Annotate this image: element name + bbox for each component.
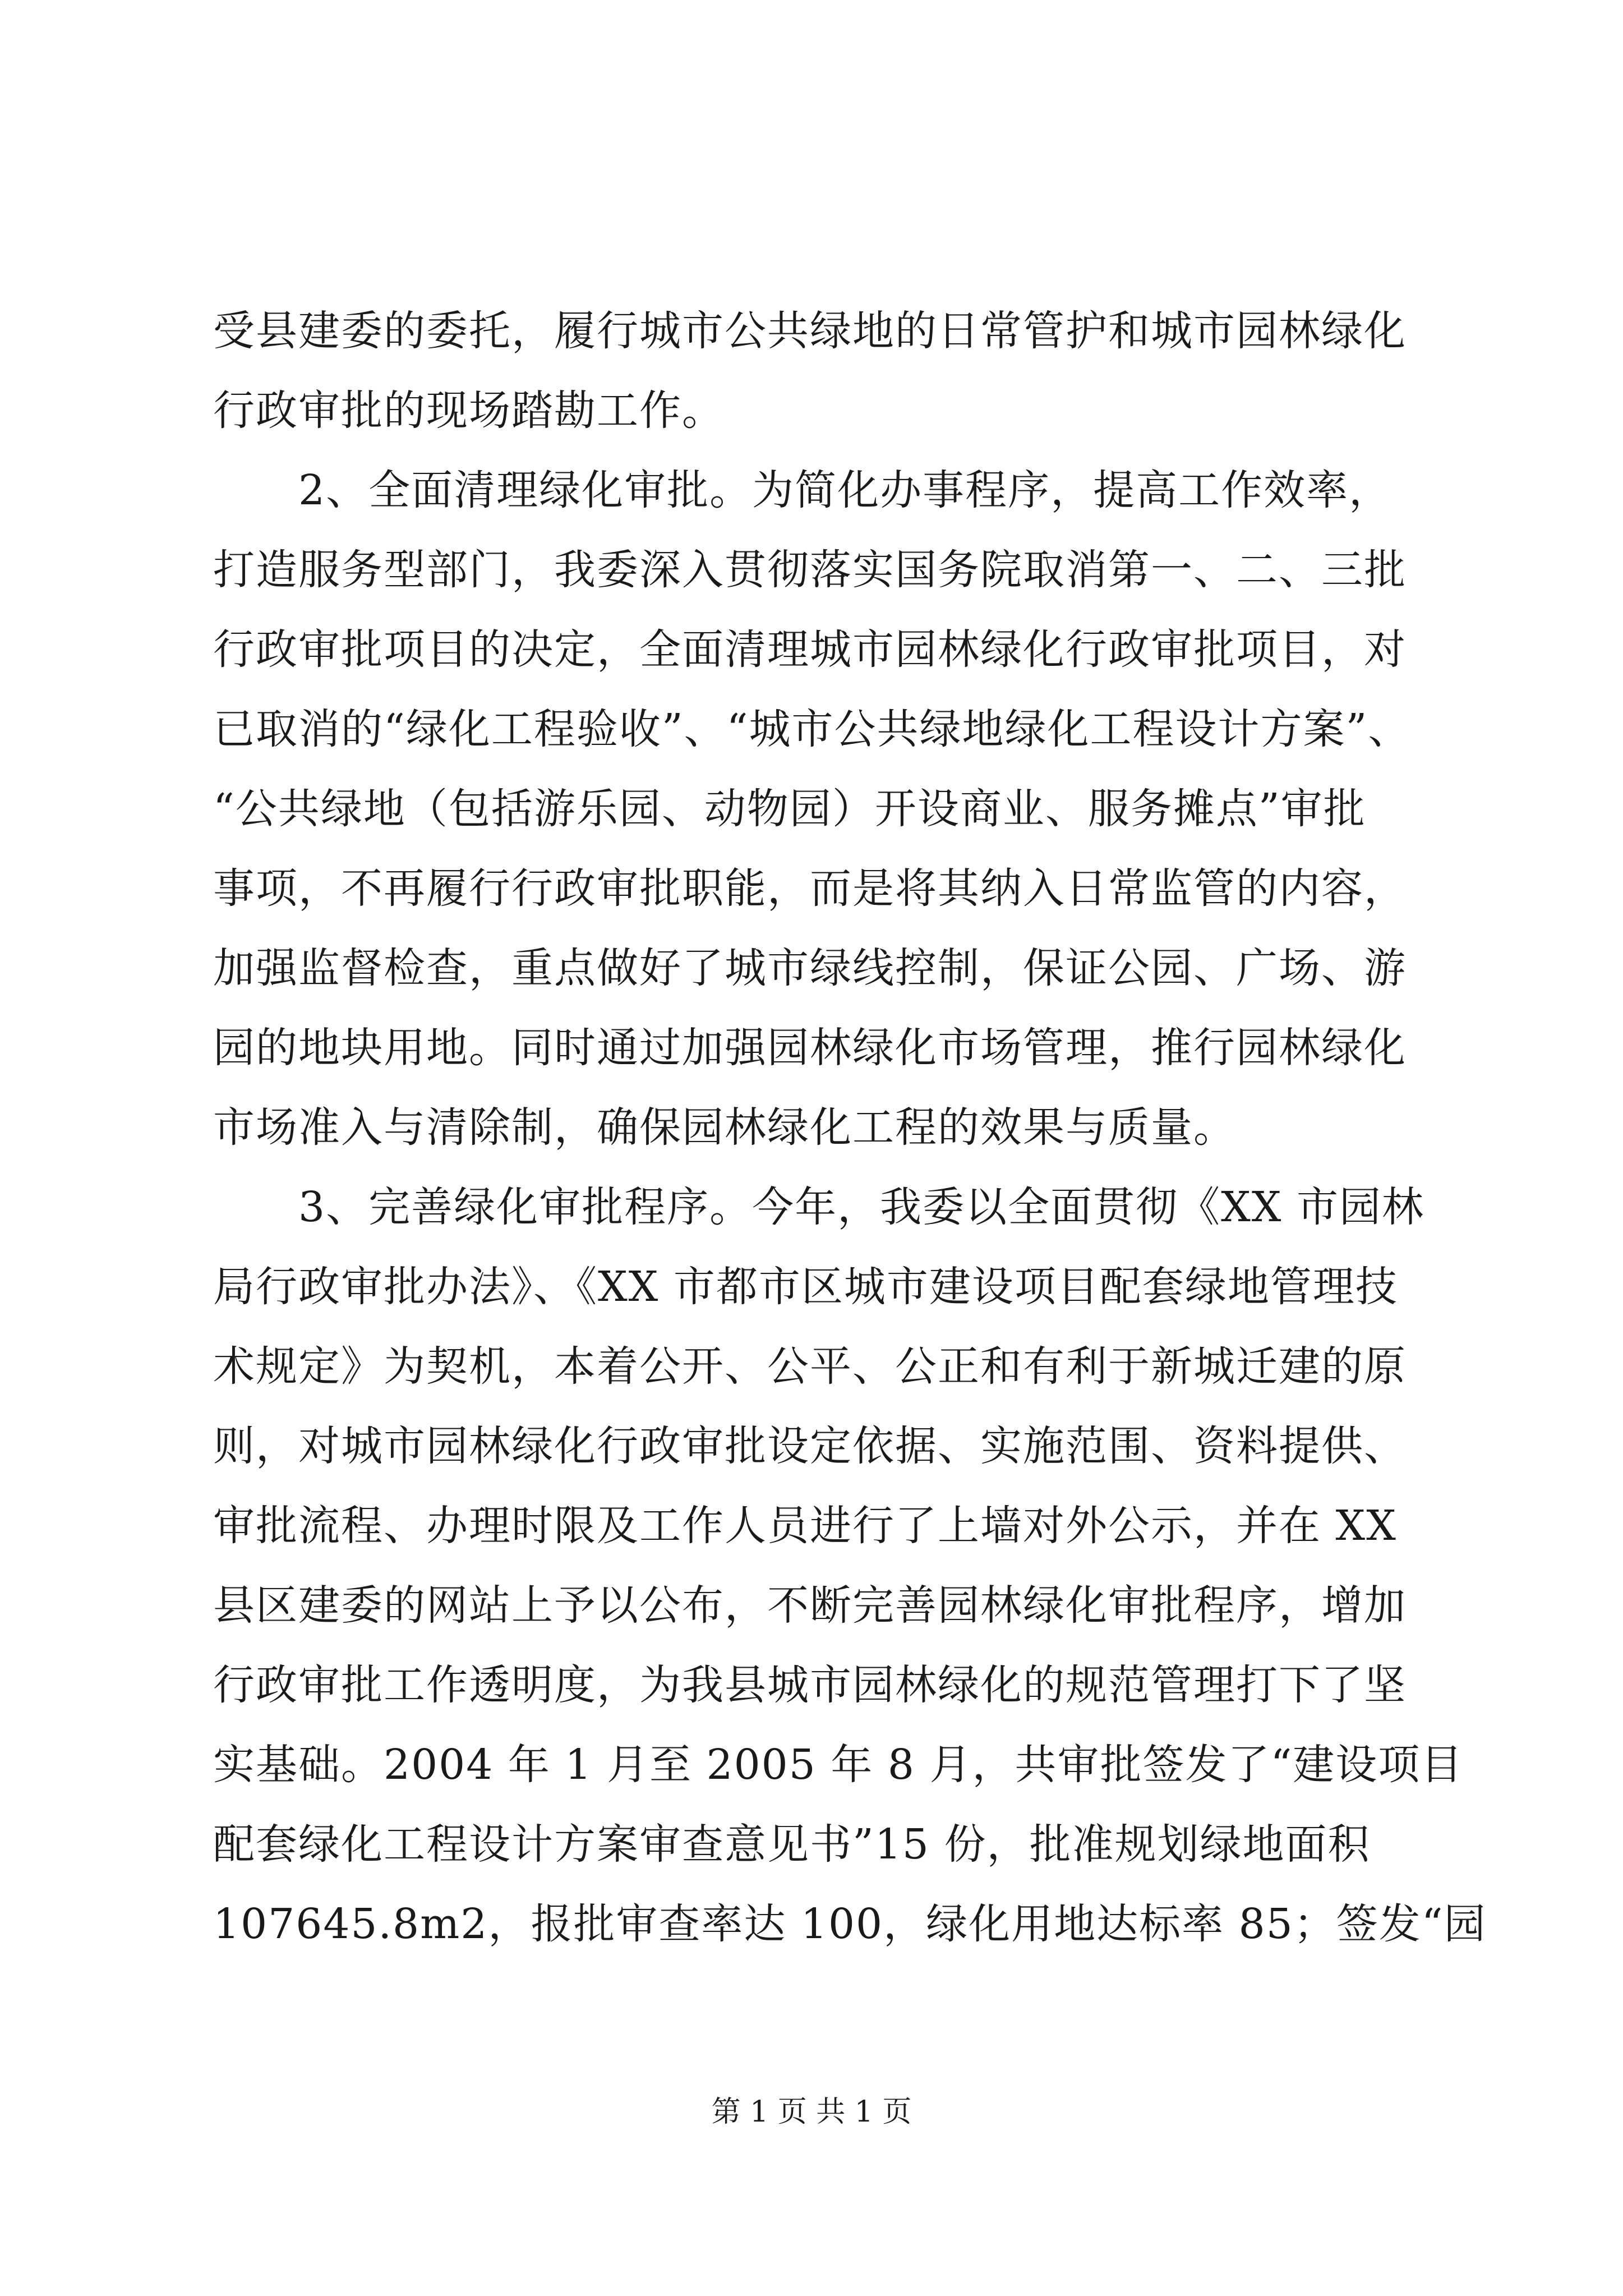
text-line: 行政审批工作透明度，为我县城市园林绿化的规范管理打下了坚 bbox=[213, 1661, 1407, 1709]
text-line: 术规定》为契机，本着公开、公平、公正和有利于新城迁建的原 bbox=[213, 1342, 1407, 1391]
text-line: 市场准入与清除制，确保园林绿化工程的效果与质量。 bbox=[213, 1103, 1236, 1152]
text-line: “公共绿地（包括游乐园、动物园）开设商业、服务摊点”审批 bbox=[213, 785, 1366, 833]
text-line: 配套绿化工程设计方案审查意见书”15 份，批准规划绿地面积 bbox=[213, 1820, 1371, 1869]
text-line: 局行政审批办法》、《XX 市都市区城市建设项目配套绿地管理技 bbox=[213, 1263, 1398, 1311]
text-line: 107645.8m2，报批审查率达 100，绿化用地达标率 85；签发“园 bbox=[213, 1900, 1487, 1948]
text-line: 审批流程、办理时限及工作人员进行了上墙对外公示，并在 XX bbox=[213, 1502, 1397, 1550]
text-line: 事项，不再履行行政审批职能，而是将其纳入日常监管的内容， bbox=[213, 864, 1407, 913]
text-line: 已取消的“绿化工程验收”、“城市公共绿地绿化工程设计方案”、 bbox=[213, 705, 1411, 753]
text-line: 县区建委的网站上予以公布，不断完善园林绿化审批程序，增加 bbox=[213, 1581, 1407, 1630]
text-line: 受县建委的委托，履行城市公共绿地的日常管护和城市园林绿化 bbox=[213, 307, 1407, 355]
text-line: 3、完善绿化审批程序。今年，我委以全面贯彻《XX 市园林 bbox=[213, 1183, 1424, 1231]
text-line: 行政审批的现场踏勘工作。 bbox=[213, 386, 725, 435]
text-line: 实基础。2004 年 1 月至 2005 年 8 月，共审批签发了“建设项目 bbox=[213, 1741, 1464, 1789]
text-line: 加强监督检查，重点做好了城市绿线控制，保证公园、广场、游 bbox=[213, 944, 1407, 992]
text-line: 行政审批项目的决定，全面清理城市园林绿化行政审批项目，对 bbox=[213, 625, 1407, 674]
text-line: 打造服务型部门，我委深入贯彻落实国务院取消第一、二、三批 bbox=[213, 546, 1407, 594]
text-line: 2、全面清理绿化审批。为简化办事程序，提高工作效率， bbox=[213, 466, 1392, 514]
page-number-footer: 第 1 页 共 1 页 bbox=[711, 2095, 912, 2129]
text-line: 则，对城市园林绿化行政审批设定依据、实施范围、资料提供、 bbox=[213, 1422, 1407, 1470]
text-line: 园的地块用地。同时通过加强园林绿化市场管理，推行园林绿化 bbox=[213, 1024, 1407, 1072]
